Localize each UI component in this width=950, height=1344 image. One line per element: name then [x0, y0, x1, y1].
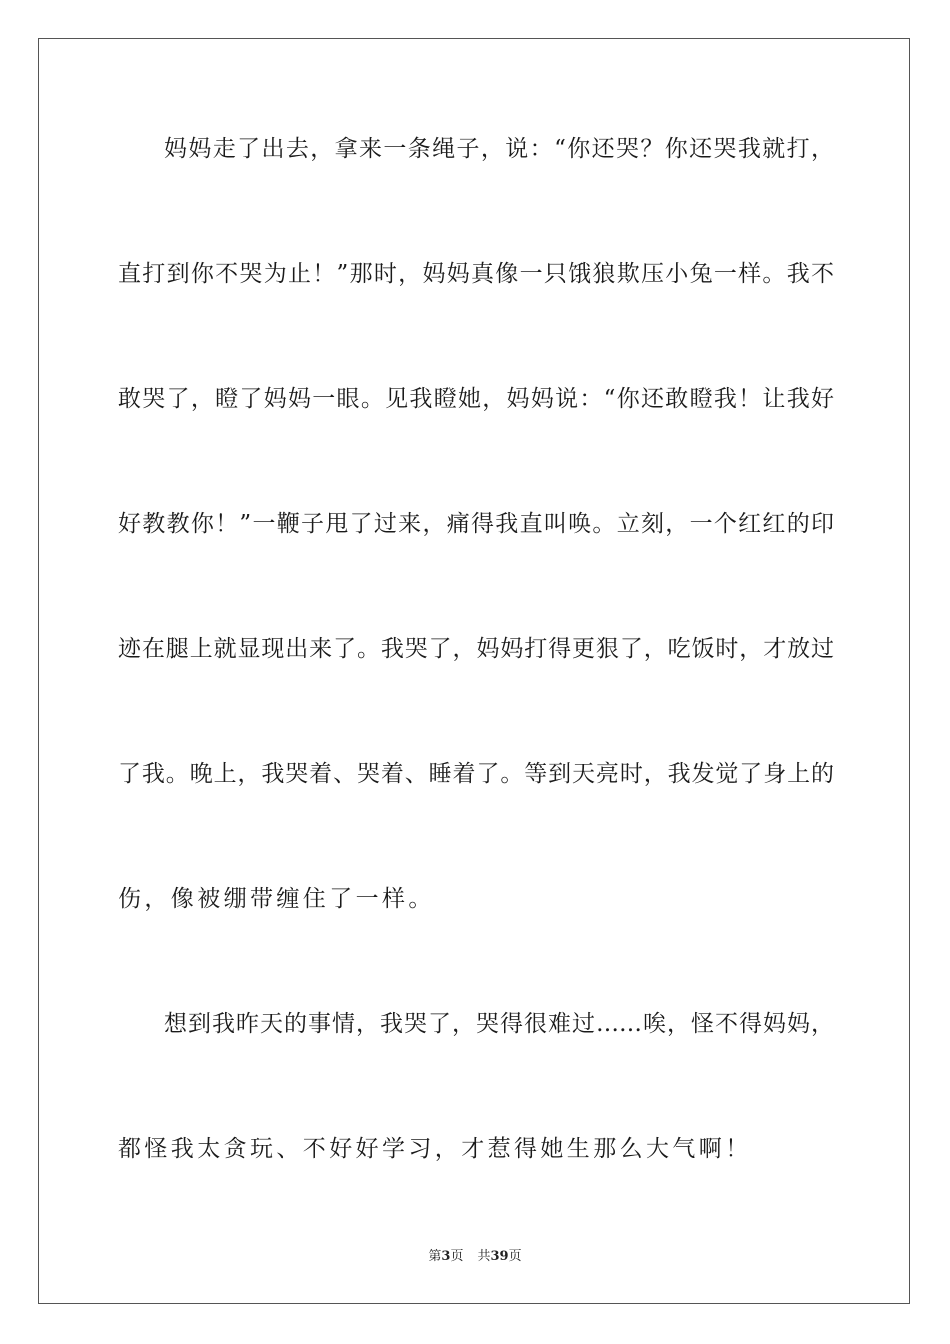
- total-pages-indicator: 共39页: [477, 1249, 522, 1264]
- page-border: [38, 38, 910, 1304]
- text-line: 直打到你不哭为止！”那时，妈妈真像一只饿狼欺压小兔一样。我不: [118, 261, 834, 287]
- text-line: 好教教你！”一鞭子甩了过来，痛得我直叫唤。立刻，一个红红的印: [118, 511, 834, 537]
- page-footer: [0, 1248, 950, 1266]
- text-line: 迹在腿上就显现出来了。我哭了，妈妈打得更狠了，吃饭时，才放过: [118, 636, 834, 662]
- text-line: 伤，像被绷带缠住了一样。: [118, 886, 435, 912]
- text-line: 妈妈走了出去，拿来一条绳子，说：“你还哭？你还哭我就打，: [164, 136, 834, 162]
- text-line: 了我。晚上，我哭着、哭着、睡着了。等到天亮时，我发觉了身上的: [118, 761, 834, 787]
- page-indicator: 第3页: [428, 1249, 464, 1264]
- text-line: 都怪我太贪玩、不好好学习，才惹得她生那么大气啊！: [118, 1136, 752, 1162]
- text-line: 想到我昨天的事情，我哭了，哭得很难过……唉，怪不得妈妈，: [164, 1011, 834, 1037]
- text-line: 敢哭了，瞪了妈妈一眼。见我瞪她，妈妈说：“你还敢瞪我！让我好: [118, 386, 834, 412]
